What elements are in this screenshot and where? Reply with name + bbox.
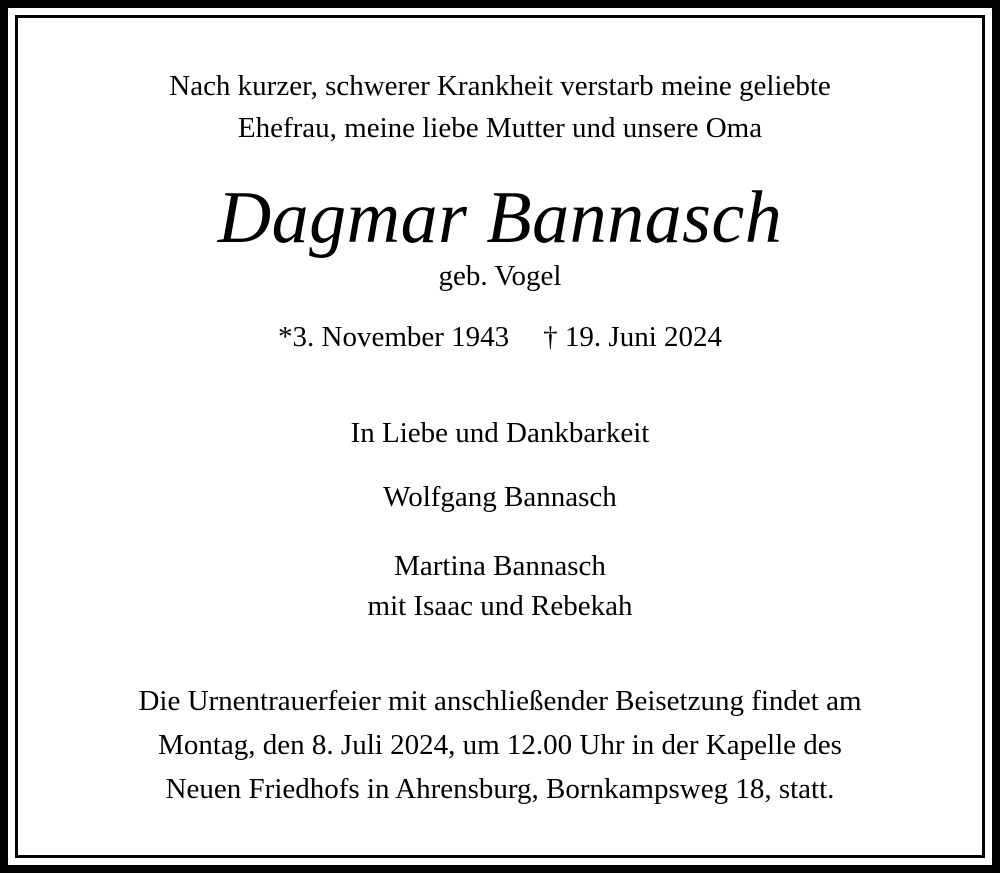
obituary-notice (20, 20, 980, 853)
intro-line-2: Ehefrau, meine liebe Mutter und unsere Oma (237, 112, 763, 144)
mourner-daughter: Martina Bannasch (394, 550, 606, 582)
mourner-grandchildren: mit Isaac und Rebekah (367, 590, 633, 622)
dedication: In Liebe und Dankbarkeit (350, 417, 650, 449)
deceased-name: Dagmar Bannasch (217, 177, 783, 259)
funeral-line-3: Neuen Friedhofs in Ahrensburg, Bornkampsweg 18, statt. (165, 773, 835, 805)
funeral-line-1: Die Urnentrauerfeier mit anschließender Beisetzung findet am (138, 685, 862, 717)
funeral-line-2: Montag, den 8. Juli 2024, um 12.00 Uhr in der Kapelle des (158, 729, 842, 761)
life-dates (20, 317, 980, 357)
maiden-name: geb. Vogel (438, 260, 562, 292)
death-date: † 19. Juni 2024 (543, 321, 722, 353)
mourner-spouse: Wolfgang Bannasch (383, 481, 617, 513)
birth-date: *3. November 1943 (278, 321, 510, 353)
intro-line-1: Nach kurzer, schwerer Krankheit verstarb meine geliebte (169, 70, 831, 102)
